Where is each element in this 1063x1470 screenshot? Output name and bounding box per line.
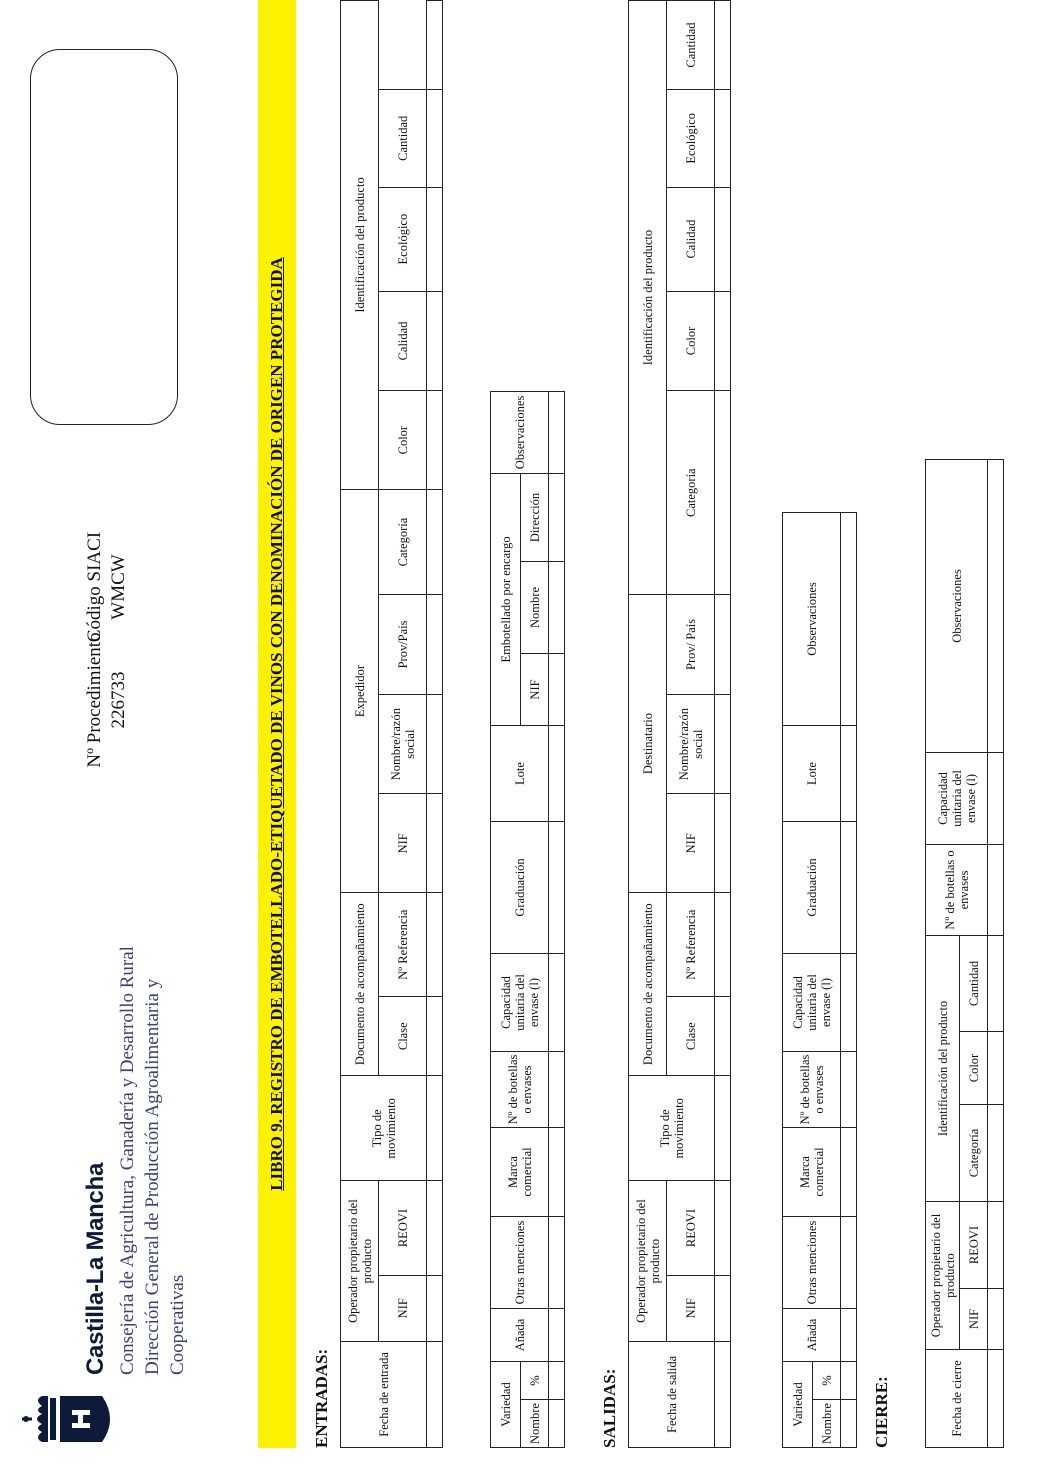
col-anada: Añada bbox=[491, 1308, 549, 1361]
col-cantidad: Cantidad bbox=[667, 1, 715, 90]
col-reovi: REOVI bbox=[379, 1181, 427, 1275]
col-variedad: Variedad bbox=[783, 1361, 813, 1447]
registry-stamp-box bbox=[30, 49, 178, 425]
page-title: LIBRO 9. REGISTRO DE EMBOTELLADO-ETIQUETADO DE VINOS CON DENOMINACIÓN DE ORIGEN PROTEGIDA bbox=[258, 0, 296, 1448]
col-capacidad: Capacidad unitaria del envase (l) bbox=[926, 752, 988, 844]
procedure-label: Nº Procedimiento bbox=[84, 632, 105, 768]
col-expedidor: Expedidor bbox=[341, 489, 379, 892]
brand-name: Castilla-La Mancha bbox=[82, 1163, 109, 1375]
siaci-label: Código SIACI bbox=[84, 531, 105, 643]
col-capacidad: Capacidad unitaria del envase (l) bbox=[783, 953, 841, 1051]
col-fecha-cierre: Fecha de cierre bbox=[926, 1350, 988, 1448]
col-observaciones: Observaciones bbox=[491, 391, 549, 473]
col-marca: Marca comercial bbox=[783, 1127, 841, 1216]
table-row bbox=[988, 459, 1004, 1447]
col-variedad: Variedad bbox=[491, 1361, 521, 1447]
col-observaciones: Observaciones bbox=[926, 459, 988, 752]
col-nombre-razon: Nombre/razón social bbox=[667, 694, 715, 794]
col-graduacion: Graduación bbox=[783, 821, 841, 953]
col-operador: Operador propietario del producto bbox=[629, 1181, 667, 1341]
col-destinatario: Destinatario bbox=[629, 595, 667, 893]
col-variedad-pct: % bbox=[521, 1361, 549, 1399]
salidas-table-2 bbox=[782, 512, 857, 1448]
table-row bbox=[715, 1, 731, 1448]
col-calidad: Calidad bbox=[667, 187, 715, 291]
col-prov-pais: Prov/País bbox=[379, 595, 427, 695]
col-botellas: Nº de botellas o envases bbox=[926, 844, 988, 935]
salidas-table-1 bbox=[628, 0, 731, 1448]
col-categoria: Categoría bbox=[667, 391, 715, 595]
dept-line-1: Consejería de Agricultura, Ganadería y Desarrollo Rural bbox=[117, 946, 138, 1375]
cierre-table bbox=[925, 459, 1004, 1448]
entradas-table-2 bbox=[490, 391, 565, 1448]
col-destinatario-nif: NIF bbox=[667, 794, 715, 893]
col-lote: Lote bbox=[783, 725, 841, 821]
col-expedidor-nif: NIF bbox=[379, 794, 427, 893]
col-operador: Operador propietario del producto bbox=[341, 1181, 379, 1341]
col-categoria: Categoría bbox=[960, 1105, 988, 1202]
col-referencia: Nº Referencia bbox=[667, 893, 715, 997]
siaci-code: WMCW bbox=[108, 554, 129, 620]
castilla-la-mancha-crest-icon bbox=[20, 1388, 120, 1450]
col-clase: Clase bbox=[667, 997, 715, 1076]
col-color: Color bbox=[960, 1032, 988, 1105]
col-embotellado-nombre: Nombre bbox=[521, 561, 549, 653]
col-ecologico: Ecológico bbox=[379, 187, 427, 291]
entradas-table-1 bbox=[340, 0, 443, 1448]
dept-line-2: Dirección General de Producción Agroalimentaria y bbox=[142, 978, 163, 1375]
col-otras-menciones: Otras menciones bbox=[491, 1216, 549, 1308]
col-otras-menciones: Otras menciones bbox=[783, 1216, 841, 1308]
procedure-number: 226733 bbox=[108, 671, 129, 729]
col-embotellado-direccion: Dirección bbox=[521, 473, 549, 561]
salidas-heading: SALIDAS: bbox=[600, 1368, 619, 1448]
col-observaciones: Observaciones bbox=[783, 512, 841, 725]
col-botellas: Nº de botellas o envases bbox=[491, 1051, 549, 1127]
col-documento: Documento de acompañamiento bbox=[629, 893, 667, 1076]
col-tipo-movimiento: Tipo de movimiento bbox=[629, 1076, 715, 1181]
table-row bbox=[841, 512, 857, 1447]
col-color: Color bbox=[667, 291, 715, 391]
col-reovi: REOVI bbox=[667, 1181, 715, 1275]
col-identificacion: Identificación del producto bbox=[926, 935, 960, 1201]
col-nif: NIF bbox=[667, 1275, 715, 1341]
col-marca: Marca comercial bbox=[491, 1127, 549, 1216]
col-capacidad: Capacidad unitaria del envase (l) bbox=[491, 953, 549, 1051]
entradas-heading: ENTRADAS: bbox=[312, 1348, 331, 1448]
col-variedad-nombre: Nombre bbox=[521, 1400, 549, 1448]
cierre-heading: CIERRE: bbox=[872, 1376, 891, 1448]
col-tipo-movimiento: Tipo de movimiento bbox=[341, 1076, 427, 1181]
col-botellas: Nº de botellas o envases bbox=[783, 1051, 841, 1127]
table-row bbox=[427, 1, 443, 1448]
siaci-code-block bbox=[83, 512, 131, 662]
col-embotellado-nif: NIF bbox=[521, 653, 549, 725]
col-nif: NIF bbox=[960, 1289, 988, 1350]
col-variedad-pct: % bbox=[813, 1361, 841, 1399]
table-row bbox=[549, 391, 565, 1447]
col-operador: Operador propietario del producto bbox=[926, 1202, 960, 1350]
col-categoria: Categoría bbox=[379, 489, 427, 594]
col-cantidad: Cantidad bbox=[379, 90, 427, 188]
col-reovi: REOVI bbox=[960, 1202, 988, 1289]
col-referencia: Nº Referencia bbox=[379, 893, 427, 997]
col-ecologico: Ecológico bbox=[667, 90, 715, 188]
col-prov-pais: Prov/ País bbox=[667, 595, 715, 695]
dept-line-3: Cooperativas bbox=[167, 1274, 188, 1375]
col-fecha-entrada: Fecha de entrada bbox=[341, 1341, 427, 1447]
col-color: Color bbox=[379, 391, 427, 490]
col-anada: Añada bbox=[783, 1308, 841, 1361]
col-nif: NIF bbox=[379, 1275, 427, 1341]
col-identificacion: Identificación del producto bbox=[341, 1, 379, 490]
col-variedad-nombre: Nombre bbox=[813, 1400, 841, 1448]
col-embotellado-encargo: Embotellado por encargo bbox=[491, 473, 521, 725]
col-clase: Clase bbox=[379, 997, 427, 1076]
department-text bbox=[115, 855, 190, 1375]
col-documento: Documento de acompañamiento bbox=[341, 893, 379, 1076]
col-cantidad: Cantidad bbox=[960, 935, 988, 1031]
col-nombre-razon: Nombre/razón social bbox=[379, 694, 427, 794]
col-identificacion: Identificación del producto bbox=[629, 1, 667, 595]
col-fecha-salida: Fecha de salida bbox=[629, 1341, 715, 1447]
col-graduacion: Graduación bbox=[491, 821, 549, 953]
col-lote: Lote bbox=[491, 725, 549, 821]
col-calidad: Calidad bbox=[379, 291, 427, 391]
